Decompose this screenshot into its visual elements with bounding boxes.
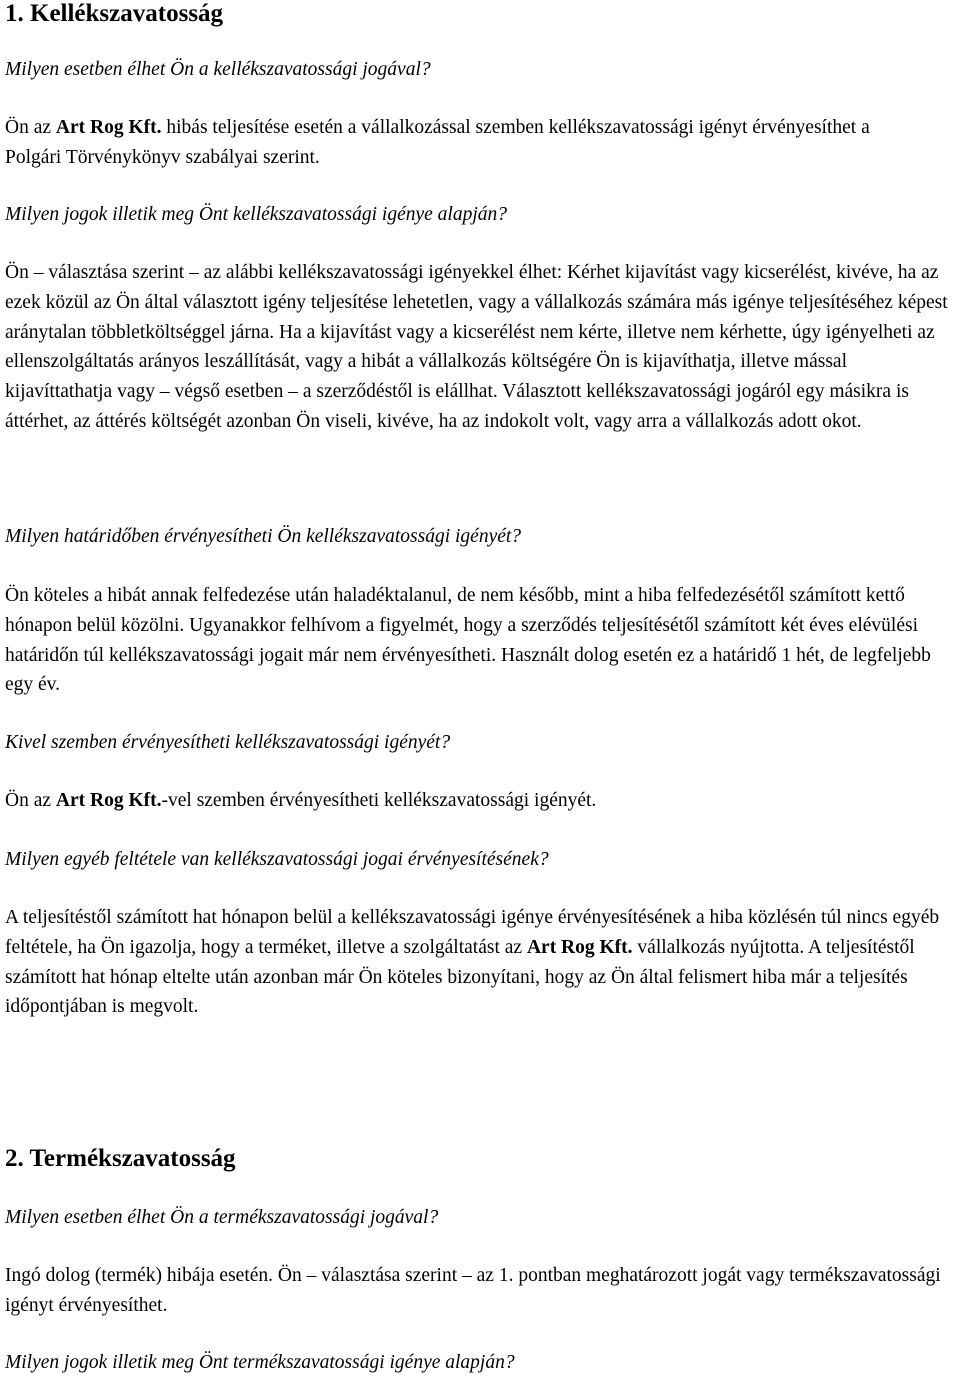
paragraph-text: hibás teljesítése esetén a vállalkozással szemben kellékszavatossági igényt érvényesíthet a Polgári Törvénykönyv szabályai szerint. [5,117,870,168]
section-1-paragraph-5 [5,903,957,1022]
section-1-question-1: Milyen esetben élhet Ön a kellékszavatossági jogával? [5,59,431,80]
section-2-question-2: Milyen jogok illetik meg Önt termékszavatossági igénye alapján? [5,1352,515,1373]
paragraph-text: Ön az [5,790,56,811]
section-1-question-3: Milyen határidőben érvényesítheti Ön kellékszavatossági igényét? [5,526,522,547]
paragraph-text: Ön az [5,117,56,138]
section-2-paragraph-1: Ingó dolog (termék) hibája esetén. Ön – választása szerint – az 1. pontban meghatározott jogát vagy termékszavatossági igényt érvényesíthet. [5,1265,941,1316]
paragraph-text: A teljesítéstől számított hat hónapon belül a kellékszavatossági igénye érvényesítésének a hiba közlésén túl nincs egyéb feltétele, ha Ön igazolja, hogy a terméket, illetve a szolgáltatást az [5,907,940,958]
section-1-title: 1. Kellékszavatosság [5,0,224,27]
section-1-paragraph-1 [5,113,915,173]
section-1-paragraph-2: Ön – választása szerint – az alábbi kellékszavatossági igényekkel élhet: Kérhet kijavítást vagy kicserélést, kivéve, ha az ezek közül az Ön által választott igény teljesítése lehetetlen, vagy a vállalkozás számára más igénye teljesítéséhez képest aránytalan többletköltséggel járna. Ha a kijavítást vagy a kicserélést nem kérte, illetve nem kérhette, úgy igényelheti az ellenszolgáltatás arányos leszállítását, vagy a hibát a vállalkozás költségére Ön is kijavíthatja, illetve mással kijavíttathatja vagy – végső esetben – a szerződéstől is elállhat. Választott kellékszavatossági jogáról egy másikra is áttérhet, az áttérés költségét azonban Ön viseli, kivéve, ha az indokolt volt, vagy arra a vállalkozás adott okot. [5,262,948,432]
paragraph-text: -vel szemben érvényesítheti kellékszavatossági igényét. [161,790,597,811]
company-name: Art Rog Kft. [55,117,162,138]
company-name: Art Rog Kft. [526,936,633,958]
section-2-title: 2. Termékszavatosság [5,1145,236,1172]
company-name: Art Rog Kft. [55,790,162,811]
section-1-question-4: Kivel szemben érvényesítheti kellékszavatossági igényét? [5,732,451,753]
section-2-question-1: Milyen esetben élhet Ön a termékszavatossági jogával? [5,1207,439,1228]
paragraph-text: vállalkozás nyújtotta. A teljesítéstől számított hat hónap eltelte után azonban már Ön köteles bizonyítani, hogy az Ön által felismert hiba már a teljesítés időpontjában is megvolt. [5,936,915,1018]
section-1-question-5: Milyen egyéb feltétele van kellékszavatossági jogai érvényesítésének? [5,849,549,870]
section-1-paragraph-3: Ön köteles a hibát annak felfedezése után haladéktalanul, de nem később, mint a hiba felfedezésétől számított kettő hónapon belül közölni. Ugyanakkor felhívom a figyelmét, hogy a szerződés teljesítésétől számított két éves elévülési határidőn túl kellékszavatossági jogait már nem érvényesítheti. Használt dolog esetén ez a határidő 1 hét, de legfeljebb egy év. [5,585,931,696]
section-1-paragraph-4 [5,786,596,816]
section-1-question-2: Milyen jogok illetik meg Önt kellékszavatossági igénye alapján? [5,204,507,225]
